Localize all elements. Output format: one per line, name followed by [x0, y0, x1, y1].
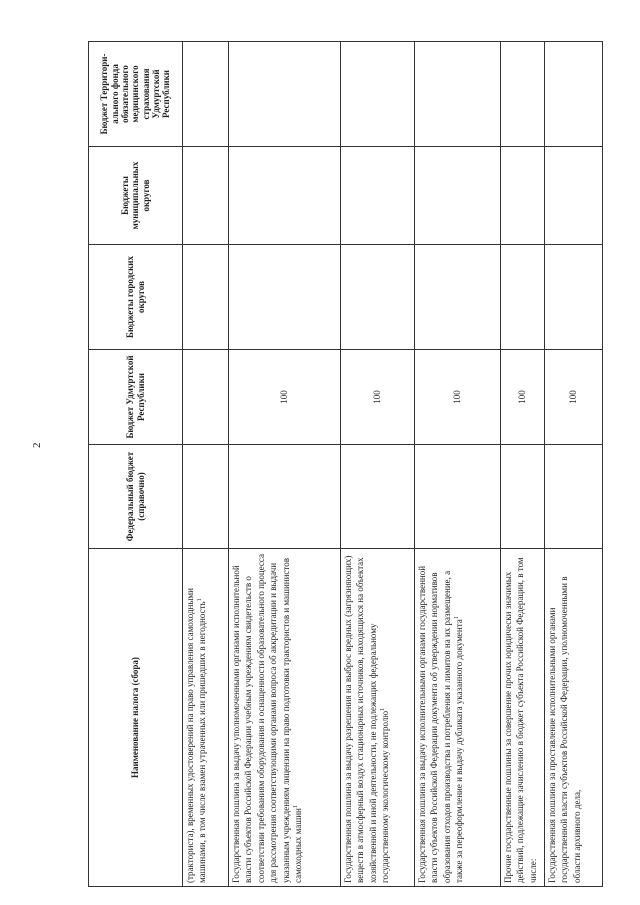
city-value — [501, 245, 545, 350]
table-row — [183, 42, 229, 887]
udmurt-value: 100 — [545, 350, 603, 445]
header-federal-budget: Федеральный бюджет (справочно) — [89, 445, 183, 549]
footnote-marker: 1 — [197, 598, 204, 602]
table-row — [501, 42, 545, 887]
tax-distribution-table — [88, 41, 603, 887]
municipal-value — [545, 147, 603, 245]
udmurt-value: 100 — [501, 350, 545, 445]
fund-value — [501, 42, 545, 147]
table-row — [415, 42, 501, 887]
municipal-value — [341, 147, 415, 245]
federal-value — [229, 445, 341, 549]
tax-name-cell: Государственная пошлина за выдачу уполномоченными органами исполнительной власти субъектов Российской Федерации учебным учреждениям свидетельств о соответствии требованиям оборудования и оснащенности образовательного процесса для рассмотрения соответствующими органами вопроса об аккредитации и выдачи указанным учреждениям лицензии на право подготовки трактористов и машинистов самоходных машин$^1$ — [229, 549, 341, 887]
table-row — [229, 42, 341, 887]
tax-name-cell: Государственная пошлина за выдачу исполнительными органами государственной власти субъектов Российской Федерации документа об утверждении нормативов образования отходов производства и потребления и лимитов на их размещение, а также за переоформление и выдачу дубликата указанного документа$^1$ — [415, 549, 501, 887]
header-tax-name: Наименование налога (сбора) — [89, 549, 183, 887]
fund-value — [415, 42, 501, 147]
municipal-value — [183, 147, 229, 245]
federal-value — [501, 445, 545, 549]
footnote-marker: 1 — [380, 707, 387, 711]
header-city-budgets: Бюджеты городских округов — [89, 245, 183, 350]
fund-value — [183, 42, 229, 147]
table-row — [545, 42, 603, 887]
municipal-value — [415, 147, 501, 245]
table-row — [341, 42, 415, 887]
federal-value — [415, 445, 501, 549]
tax-name-cell: Прочие государственные пошлины за совершение прочих юридически значимых действий, подлежащие зачислению в бюджет субъекта Российской Федерации, в том числе: — [501, 549, 545, 887]
tax-name-cell: (тракториста), временных удостоверений на право управления самоходными машинами, в том числе взамен утраченных или пришедших в негодность$^1$ — [183, 549, 229, 887]
footnote-marker: 1 — [293, 805, 300, 809]
footnote-marker: 1 — [454, 616, 461, 620]
udmurt-value: 100 — [415, 350, 501, 445]
federal-value — [341, 445, 415, 549]
fund-value — [229, 42, 341, 147]
municipal-value — [501, 147, 545, 245]
header-udmurt-budget: Бюджет Удмуртской Республики — [89, 350, 183, 445]
municipal-value — [229, 147, 341, 245]
fund-value — [545, 42, 603, 147]
city-value — [183, 245, 229, 350]
header-municipal-budgets: Бюджеты муниципальных округов — [89, 147, 183, 245]
city-value — [341, 245, 415, 350]
header-medical-insurance-fund: Бюджет Территори-ального фонда обязательного медицинского страхования Удмуртской Республики — [89, 42, 183, 147]
fund-value — [341, 42, 415, 147]
rotated-page-content — [88, 42, 602, 887]
page-number: 2 — [31, 442, 43, 448]
tax-name-cell: Государственная пошлина за проставление исполнительными органами государственной власти субъектов Российской Федерации, уполномоченными в области архивного дела, — [545, 549, 603, 887]
udmurt-value: 100 — [341, 350, 415, 445]
udmurt-value: 100 — [229, 350, 341, 445]
table-header-row — [89, 42, 183, 887]
federal-value — [183, 445, 229, 549]
city-value — [229, 245, 341, 350]
city-value — [415, 245, 501, 350]
city-value — [545, 245, 603, 350]
tax-name-cell: Государственная пошлина за выдачу разрешения на выброс вредных (загрязняющих) веществ в атмосферный воздух стационарных источников, находящихся на объектах хозяйственной и иной деятельности, не подлежащих федеральному государственному экологическому контролю$^1$ — [341, 549, 415, 887]
udmurt-value — [183, 350, 229, 445]
federal-value — [545, 445, 603, 549]
